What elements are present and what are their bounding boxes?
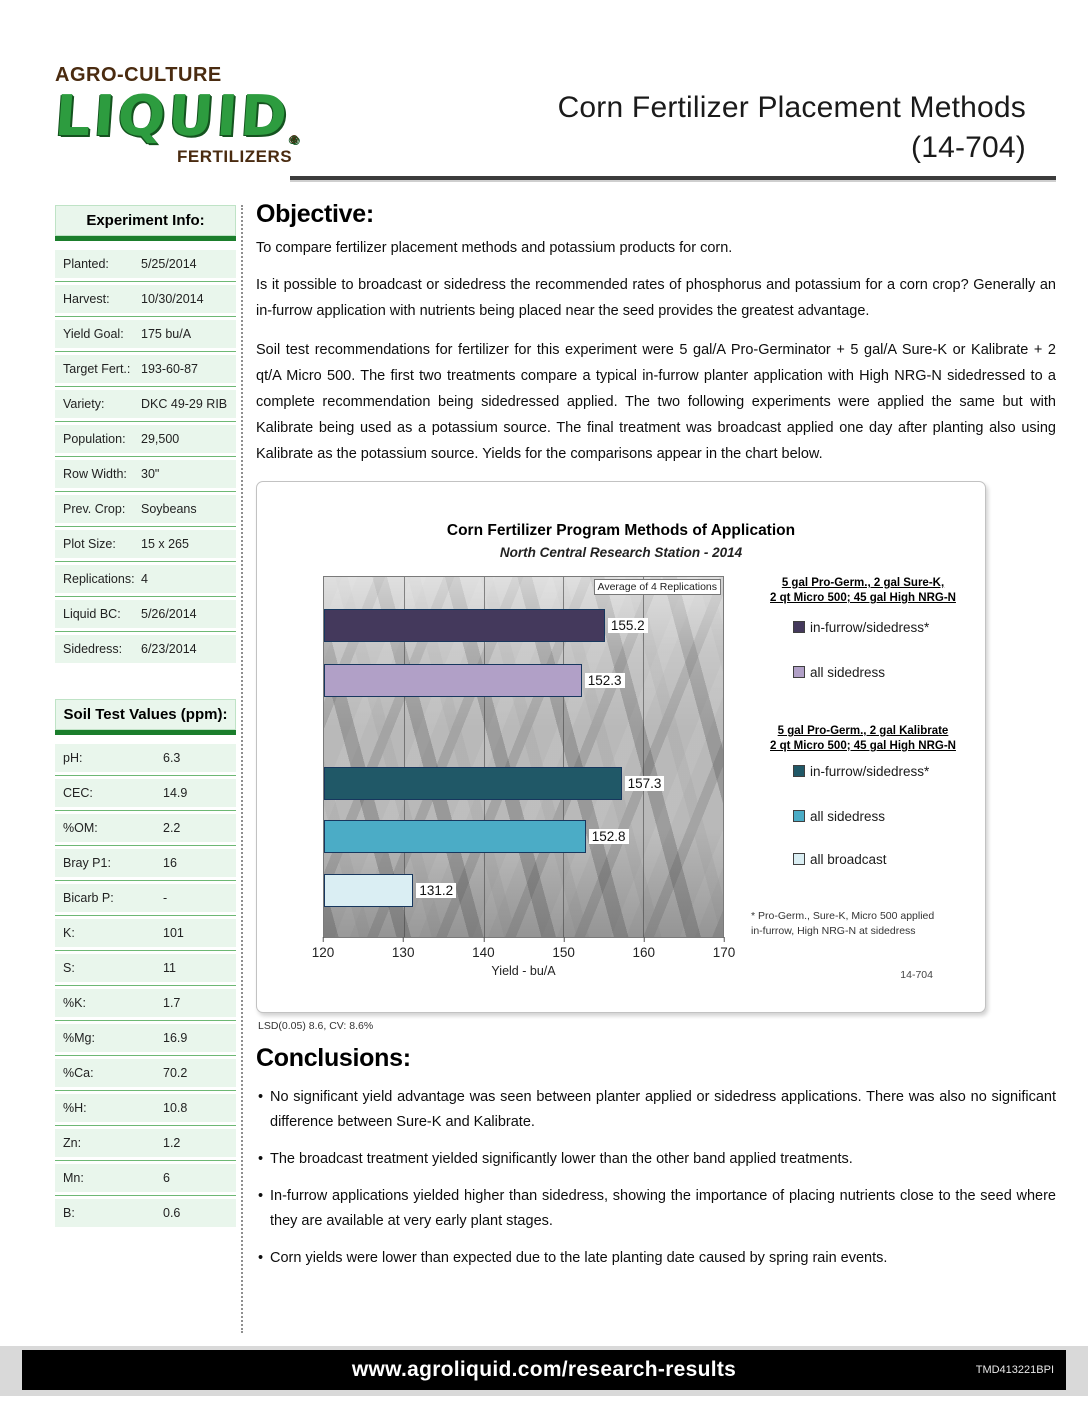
conclusion-item: • No significant yield advantage was seen between planter applied or sidedress applications. There was also no significant difference between Sure-K and Kalibrate. [256,1085,1056,1135]
x-tick: 160 [632,945,656,960]
x-tick: 170 [712,945,736,960]
conclusion-item: • Corn yields were lower than expected due to the late planting date caused by spring rain events. [256,1246,1056,1271]
bars-group [324,577,723,928]
legend-swatch-pale-blue [793,853,805,865]
table-row: Sidedress: 6/23/2014 [55,635,236,663]
footer-document-code: TMD413221BPI [975,1364,1054,1376]
table-row: pH: 6.3 [55,744,236,772]
legend-swatch-dark-purple [793,621,805,633]
objective-paragraph-1: To compare fertilizer placement methods and potassium products for corn. [256,240,733,256]
objective-paragraph-3: Soil test recommendations for fertilizer for this experiment were 5 gal/A Pro-Germinator + 5 gal/A Sure-K or Kalibrate + 2 qt/A Micro 500. The first two treatments compare a typical in-furrow planter application with High NRG-N sidedressed to a complete recommendation being sidedressed applied. The two following experiments were applied the same but with Kalibrate being used as a potassium source. The final treatment was broadcast applied one day after planting also using Kalibrate as the potassium source. Yields for the comparisons appear in the chart below. [256,342,1056,462]
soil-test-table [55,699,236,1227]
company-logo [52,64,303,167]
table-row: K: 101 [55,919,236,947]
legend-item: all broadcast [793,852,975,867]
conclusion-item: • In-furrow applications yielded higher than sidedress, showing the importance of placing nutrients close to the seed where they are available at very early plant stages. [256,1184,1056,1234]
dotted-vertical-divider [241,205,243,1333]
bar-row [324,664,723,697]
main-content [256,200,1056,1271]
conclusions-heading: Conclusions: [256,1044,411,1072]
table-row: %Ca: 70.2 [55,1059,236,1087]
logo-line-fertilizers: FERTILIZERS [177,147,293,166]
bar-value-label: 131.2 [416,883,456,898]
plot-area [323,576,724,938]
bar-value-label: 152.8 [589,829,629,844]
objective-heading: Objective: [256,200,374,228]
table-row: Harvest: 10/30/2014 [55,285,236,313]
table-row: Target Fert.: 193-60-87 [55,355,236,383]
page-title-line2: (14-704) [911,131,1026,164]
table-row: S: 11 [55,954,236,982]
experiment-info-title: Experiment Info: [55,205,236,236]
x-axis-label: Yield - bu/A [491,964,556,978]
bar-row [324,820,723,853]
green-divider-bar [55,236,236,241]
legend-item: all sidedress [793,809,975,824]
bar-row [324,874,723,907]
replications-annotation: Average of 4 Replications [594,579,721,595]
x-tick: 140 [472,945,495,960]
x-tick: 120 [311,945,335,960]
table-row: Variety: DKC 49-29 RIB [55,390,236,418]
yield-chart [256,481,986,1013]
green-divider-bar [55,730,236,735]
conclusion-item: • The broadcast treatment yielded significantly lower than the other band applied treatments. [256,1147,1056,1172]
table-row: Mn: 6 [55,1164,236,1192]
legend-swatch-dark-teal [793,765,805,777]
table-row: Bray P1: 16 [55,849,236,877]
bar-value-label: 152.3 [585,673,625,688]
table-row: Planted: 5/25/2014 [55,250,236,278]
bar-infurrow-sidedress-kalibrate [324,767,622,800]
table-row: %H: 10.8 [55,1094,236,1122]
legend-item: in-furrow/sidedress* [793,620,975,635]
table-row: Yield Goal: 175 bu/A [55,320,236,348]
footer-strip [0,1346,1088,1396]
table-row: Plot Size: 15 x 265 [55,530,236,558]
chart-footnote: * Pro-Germ., Sure-K, Micro 500 applied in-furrow, High NRG-N at sidedress [751,909,935,937]
table-row: %OM: 2.2 [55,814,236,842]
bar-infurrow-sidedress-surek [324,609,605,642]
bar-value-label: 157.3 [625,776,665,791]
page-title [558,88,1026,168]
objective-paragraph-2: Is it possible to broadcast or sidedress the recommended rates of phosphorus and potassium for a corn crop? Generally an in-furrow application with nutrients being placed near the seed provides the greatest advantage. [256,277,1056,319]
legend-group2-header: 5 gal Pro-Germ., 2 gal Kalibrate 2 qt Micro 500; 45 gal High NRG-N [770,724,956,752]
table-row: %Mg: 16.9 [55,1024,236,1052]
plot-column [267,576,736,981]
sidebar [55,205,236,1234]
legend-item: in-furrow/sidedress* [793,764,975,779]
legend-swatch-light-purple [793,666,805,678]
table-row: %K: 1.7 [55,989,236,1017]
bar-all-sidedress-kalibrate [324,820,586,853]
logo-line-agro-culture: AGRO-CULTURE [55,64,222,86]
chart-legend [733,576,975,981]
experiment-info-table [55,205,236,663]
legend-swatch-light-teal [793,810,805,822]
x-tick: 130 [391,945,415,960]
chart-title: Corn Fertilizer Program Methods of Application [446,522,796,539]
logo-word-liquid: LIQUID® [52,84,303,149]
footer-url-link[interactable]: www.agroliquid.com/research-results [351,1358,737,1381]
table-row: Population: 29,500 [55,425,236,453]
legend-group1-header: 5 gal Pro-Germ., 2 gal Sure-K, 2 qt Micro 500; 45 gal High NRG-N [770,577,956,604]
chart-code: 14-704 [900,969,933,982]
table-row: Replications: 4 [55,565,236,593]
page-title-line1: Corn Fertilizer Placement Methods [557,91,1026,124]
bar-value-label: 155.2 [608,618,648,633]
title-divider-rule [290,176,1056,180]
lsd-stats-note: LSD(0.05) 8.6, CV: 8.6% [258,1020,374,1032]
bar-all-broadcast [324,874,413,907]
bar-all-sidedress-surek [324,664,582,697]
bar-row [324,767,723,800]
table-row: Prev. Crop: Soybeans [55,495,236,523]
legend-item: all sidedress [793,665,975,680]
table-row: Bicarb P: - [55,884,236,912]
soil-test-title: Soil Test Values (ppm): [55,699,236,730]
table-row: CEC: 14.9 [55,779,236,807]
registered-mark: ® [287,133,303,146]
x-axis-ticks [311,938,736,960]
table-row: Row Width: 30" [55,460,236,488]
chart-subtitle: North Central Research Station - 2014 [499,545,743,560]
x-tick: 150 [552,945,575,960]
footer-bar [22,1350,1066,1390]
table-row: Zn: 1.2 [55,1129,236,1157]
bar-row [324,609,723,642]
table-row: Liquid BC: 5/26/2014 [55,600,236,628]
table-row: B: 0.6 [55,1199,236,1227]
